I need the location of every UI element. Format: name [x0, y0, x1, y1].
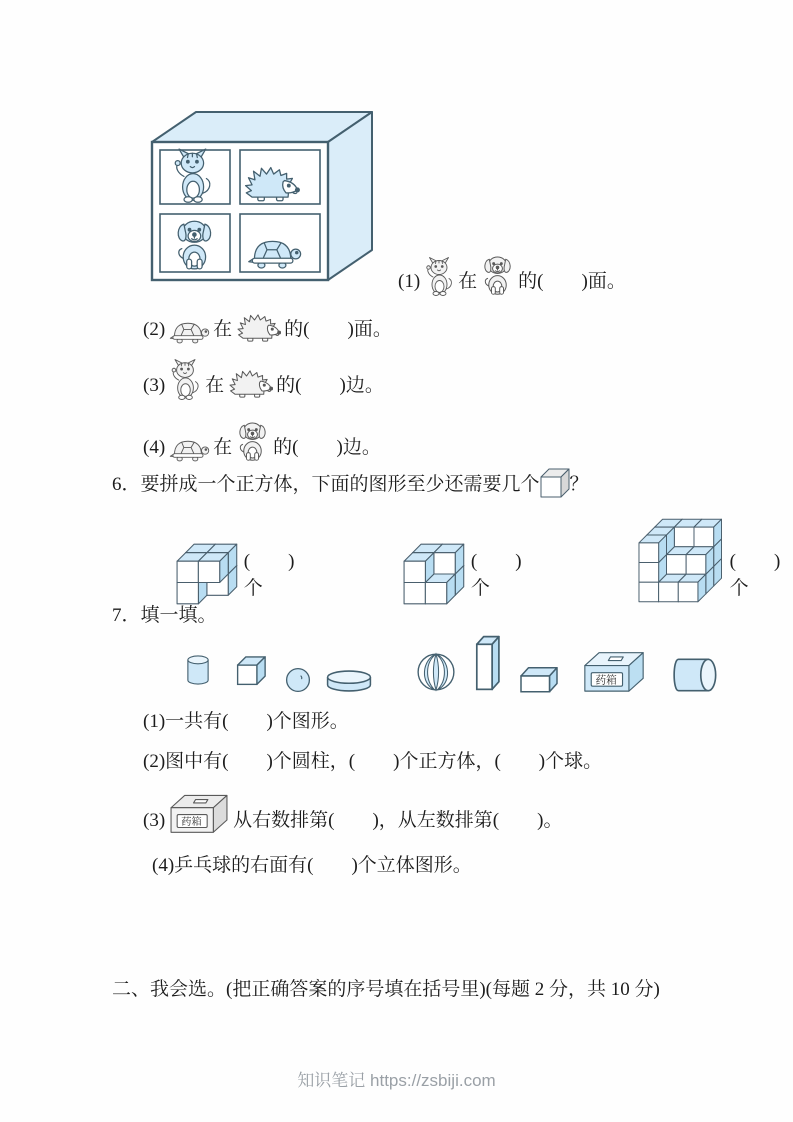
cylinder-upright-icon: [180, 646, 216, 694]
section-title: 二、我会选。(把正确答案的序号填在括号里)(每题 2 分，共 10 分): [112, 979, 660, 1000]
q7-title-text: 7．填一填。: [112, 605, 217, 626]
cuboid-tall-icon: [470, 632, 504, 694]
q6-figure-1-group: [176, 540, 307, 608]
cylinder-side-icon: [668, 656, 722, 694]
disc-icon: [324, 668, 374, 694]
q5-line-2: [143, 312, 392, 344]
q6-figure-2-group: [403, 540, 534, 608]
footer-text: 知识笔记 https://zsbiji.com: [297, 1071, 496, 1090]
item-number: (4): [143, 437, 166, 458]
cube-assembly-1: [176, 540, 238, 608]
cat-icon: [423, 256, 455, 296]
q7-title: [112, 606, 217, 629]
cube-icon: [228, 650, 272, 694]
text: (1)一共有( )个图形。: [143, 711, 349, 732]
dog-icon: [235, 418, 270, 462]
item-number: (3): [143, 810, 166, 831]
text-word: 在: [213, 319, 233, 340]
text-word: 在: [205, 375, 225, 396]
turtle-icon: [168, 435, 210, 462]
cat-icon: [168, 358, 202, 400]
turtle-icon: [168, 317, 210, 344]
footer-watermark: [0, 1066, 793, 1091]
text-tail: 的( )面。: [284, 319, 392, 340]
text-word: 在: [213, 437, 233, 458]
text: (2)图中有( )个圆柱，( )个正方体，( )个球。: [143, 751, 603, 772]
q6-figures-row: [176, 514, 793, 608]
q6-title: [112, 468, 589, 498]
q5-line-3: [143, 358, 384, 400]
unit-cube-icon: [540, 468, 570, 498]
text-tail: 的( )边。: [276, 375, 384, 396]
q5-line-4: [143, 418, 381, 462]
q6-figure-3-group: [638, 514, 793, 608]
animal-cabinet-illustration: [146, 104, 378, 284]
medicine-box-icon: [582, 647, 646, 694]
answer-blank: ( )个: [243, 551, 295, 599]
sphere-icon: [284, 666, 312, 694]
q6-title-mark: ？: [569, 474, 589, 495]
item-number: (2): [143, 319, 166, 340]
text-tail: 的( )面。: [518, 271, 626, 292]
cuboid-low-icon: [516, 664, 562, 694]
dog-icon: [480, 252, 515, 296]
answer-blank: ( )个: [729, 551, 781, 599]
medicine-box-icon: [168, 790, 230, 835]
q6-title-text: 6．要拼成一个正方体，下面的图形至少还需要几个: [112, 474, 540, 495]
answer-blank: ( )个: [470, 551, 522, 599]
text: (4)乒乓球的右面有( )个立体图形。: [152, 855, 472, 876]
q7-line-4: [152, 856, 472, 880]
q7-shapes-row: [180, 632, 722, 694]
cube-assembly-2: [403, 540, 465, 608]
text-tail: 的( )边。: [273, 437, 381, 458]
item-number: (3): [143, 375, 166, 396]
ball-icon: [414, 650, 458, 694]
hedgehog-icon: [235, 312, 281, 344]
q7-line-3: [143, 790, 562, 835]
q7-line-1: [143, 712, 349, 736]
item-number: (1): [398, 271, 421, 292]
q7-line-2: [143, 752, 602, 776]
q5-line-1: [398, 252, 626, 296]
cube-assembly-3: [638, 514, 723, 608]
text: 从右数排第( )，从左数排第( )。: [233, 810, 563, 831]
hedgehog-icon: [227, 368, 273, 400]
text-word: 在: [458, 271, 478, 292]
section-2-heading: [112, 980, 660, 1003]
